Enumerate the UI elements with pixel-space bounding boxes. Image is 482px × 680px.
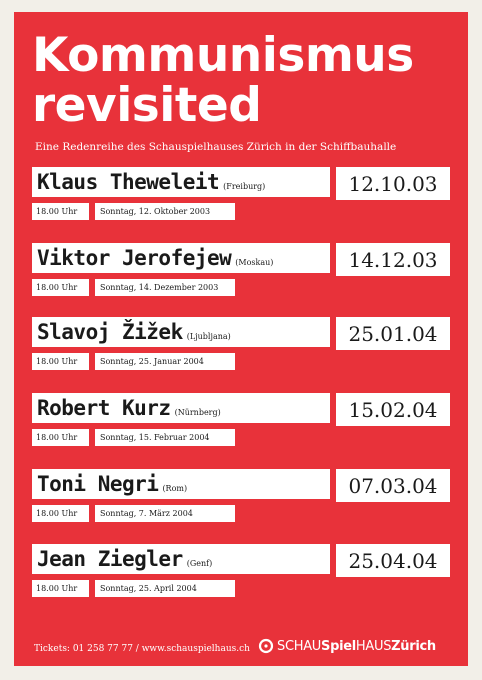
event-day: Sonntag, 25. April 2004: [95, 580, 235, 597]
event-row: [32, 243, 450, 301]
event-time: 18.00 Uhr: [32, 429, 89, 446]
speaker-name: Slavoj Žižek: [37, 320, 183, 344]
speaker-box: [32, 317, 330, 347]
event-date: 14.12.03: [336, 243, 450, 276]
logo-text-haus: HAUS: [355, 638, 392, 654]
speaker-box: [32, 544, 330, 574]
event-day: Sonntag, 14. Dezember 2003: [95, 279, 235, 296]
poster: [14, 12, 468, 666]
event-row: [32, 167, 450, 225]
speaker-city: (Freiburg): [223, 181, 266, 191]
logo-text-spiel: Spiel: [321, 638, 356, 654]
event-time: 18.00 Uhr: [32, 279, 89, 296]
title-line-1: Kommunismus: [32, 28, 414, 83]
event-date: 15.02.04: [336, 393, 450, 426]
speaker-name: Klaus Theweleit: [37, 170, 220, 194]
speaker-box: [32, 469, 330, 499]
ticket-info: Tickets: 01 258 77 77 / www.schauspielhaus.ch: [34, 644, 250, 654]
speaker-city: (Rom): [162, 483, 188, 493]
event-day: Sonntag, 25. Januar 2004: [95, 353, 235, 370]
subtitle: Eine Redenreihe des Schauspielhauses Zürich in der Schiffbauhalle: [35, 141, 397, 153]
speaker-name: Toni Negri: [37, 472, 159, 496]
event-time: 18.00 Uhr: [32, 505, 89, 522]
event-day: Sonntag, 12. Oktober 2003: [95, 203, 235, 220]
event-date: 12.10.03: [336, 167, 450, 200]
title-line-2: revisited: [32, 78, 262, 133]
speaker-city: (Ljubljana): [186, 331, 231, 341]
event-row: [32, 469, 450, 527]
event-row: [32, 317, 450, 375]
speaker-name: Viktor Jerofejew: [37, 246, 232, 270]
event-day: Sonntag, 7. März 2004: [95, 505, 235, 522]
event-date: 07.03.04: [336, 469, 450, 502]
speaker-box: [32, 243, 330, 273]
schauspielhaus-logo: [258, 637, 436, 655]
speaker-city: (Genf): [186, 558, 213, 568]
speaker-city: (Moskau): [235, 257, 274, 267]
logo-text-schau: SCHAU: [277, 638, 322, 654]
event-row: [32, 544, 450, 602]
event-time: 18.00 Uhr: [32, 203, 89, 220]
event-time: 18.00 Uhr: [32, 580, 89, 597]
speaker-box: [32, 393, 330, 423]
speaker-name: Robert Kurz: [37, 396, 171, 420]
event-day: Sonntag, 15. Februar 2004: [95, 429, 235, 446]
event-date: 25.04.04: [336, 544, 450, 577]
event-time: 18.00 Uhr: [32, 353, 89, 370]
speaker-name: Jean Ziegler: [37, 547, 183, 571]
speaker-box: [32, 167, 330, 197]
speaker-city: (Nürnberg): [174, 407, 221, 417]
event-row: [32, 393, 450, 451]
logo-text-zurich: Zürich: [391, 638, 436, 654]
event-date: 25.01.04: [336, 317, 450, 350]
ring-logo-icon: [258, 638, 274, 654]
